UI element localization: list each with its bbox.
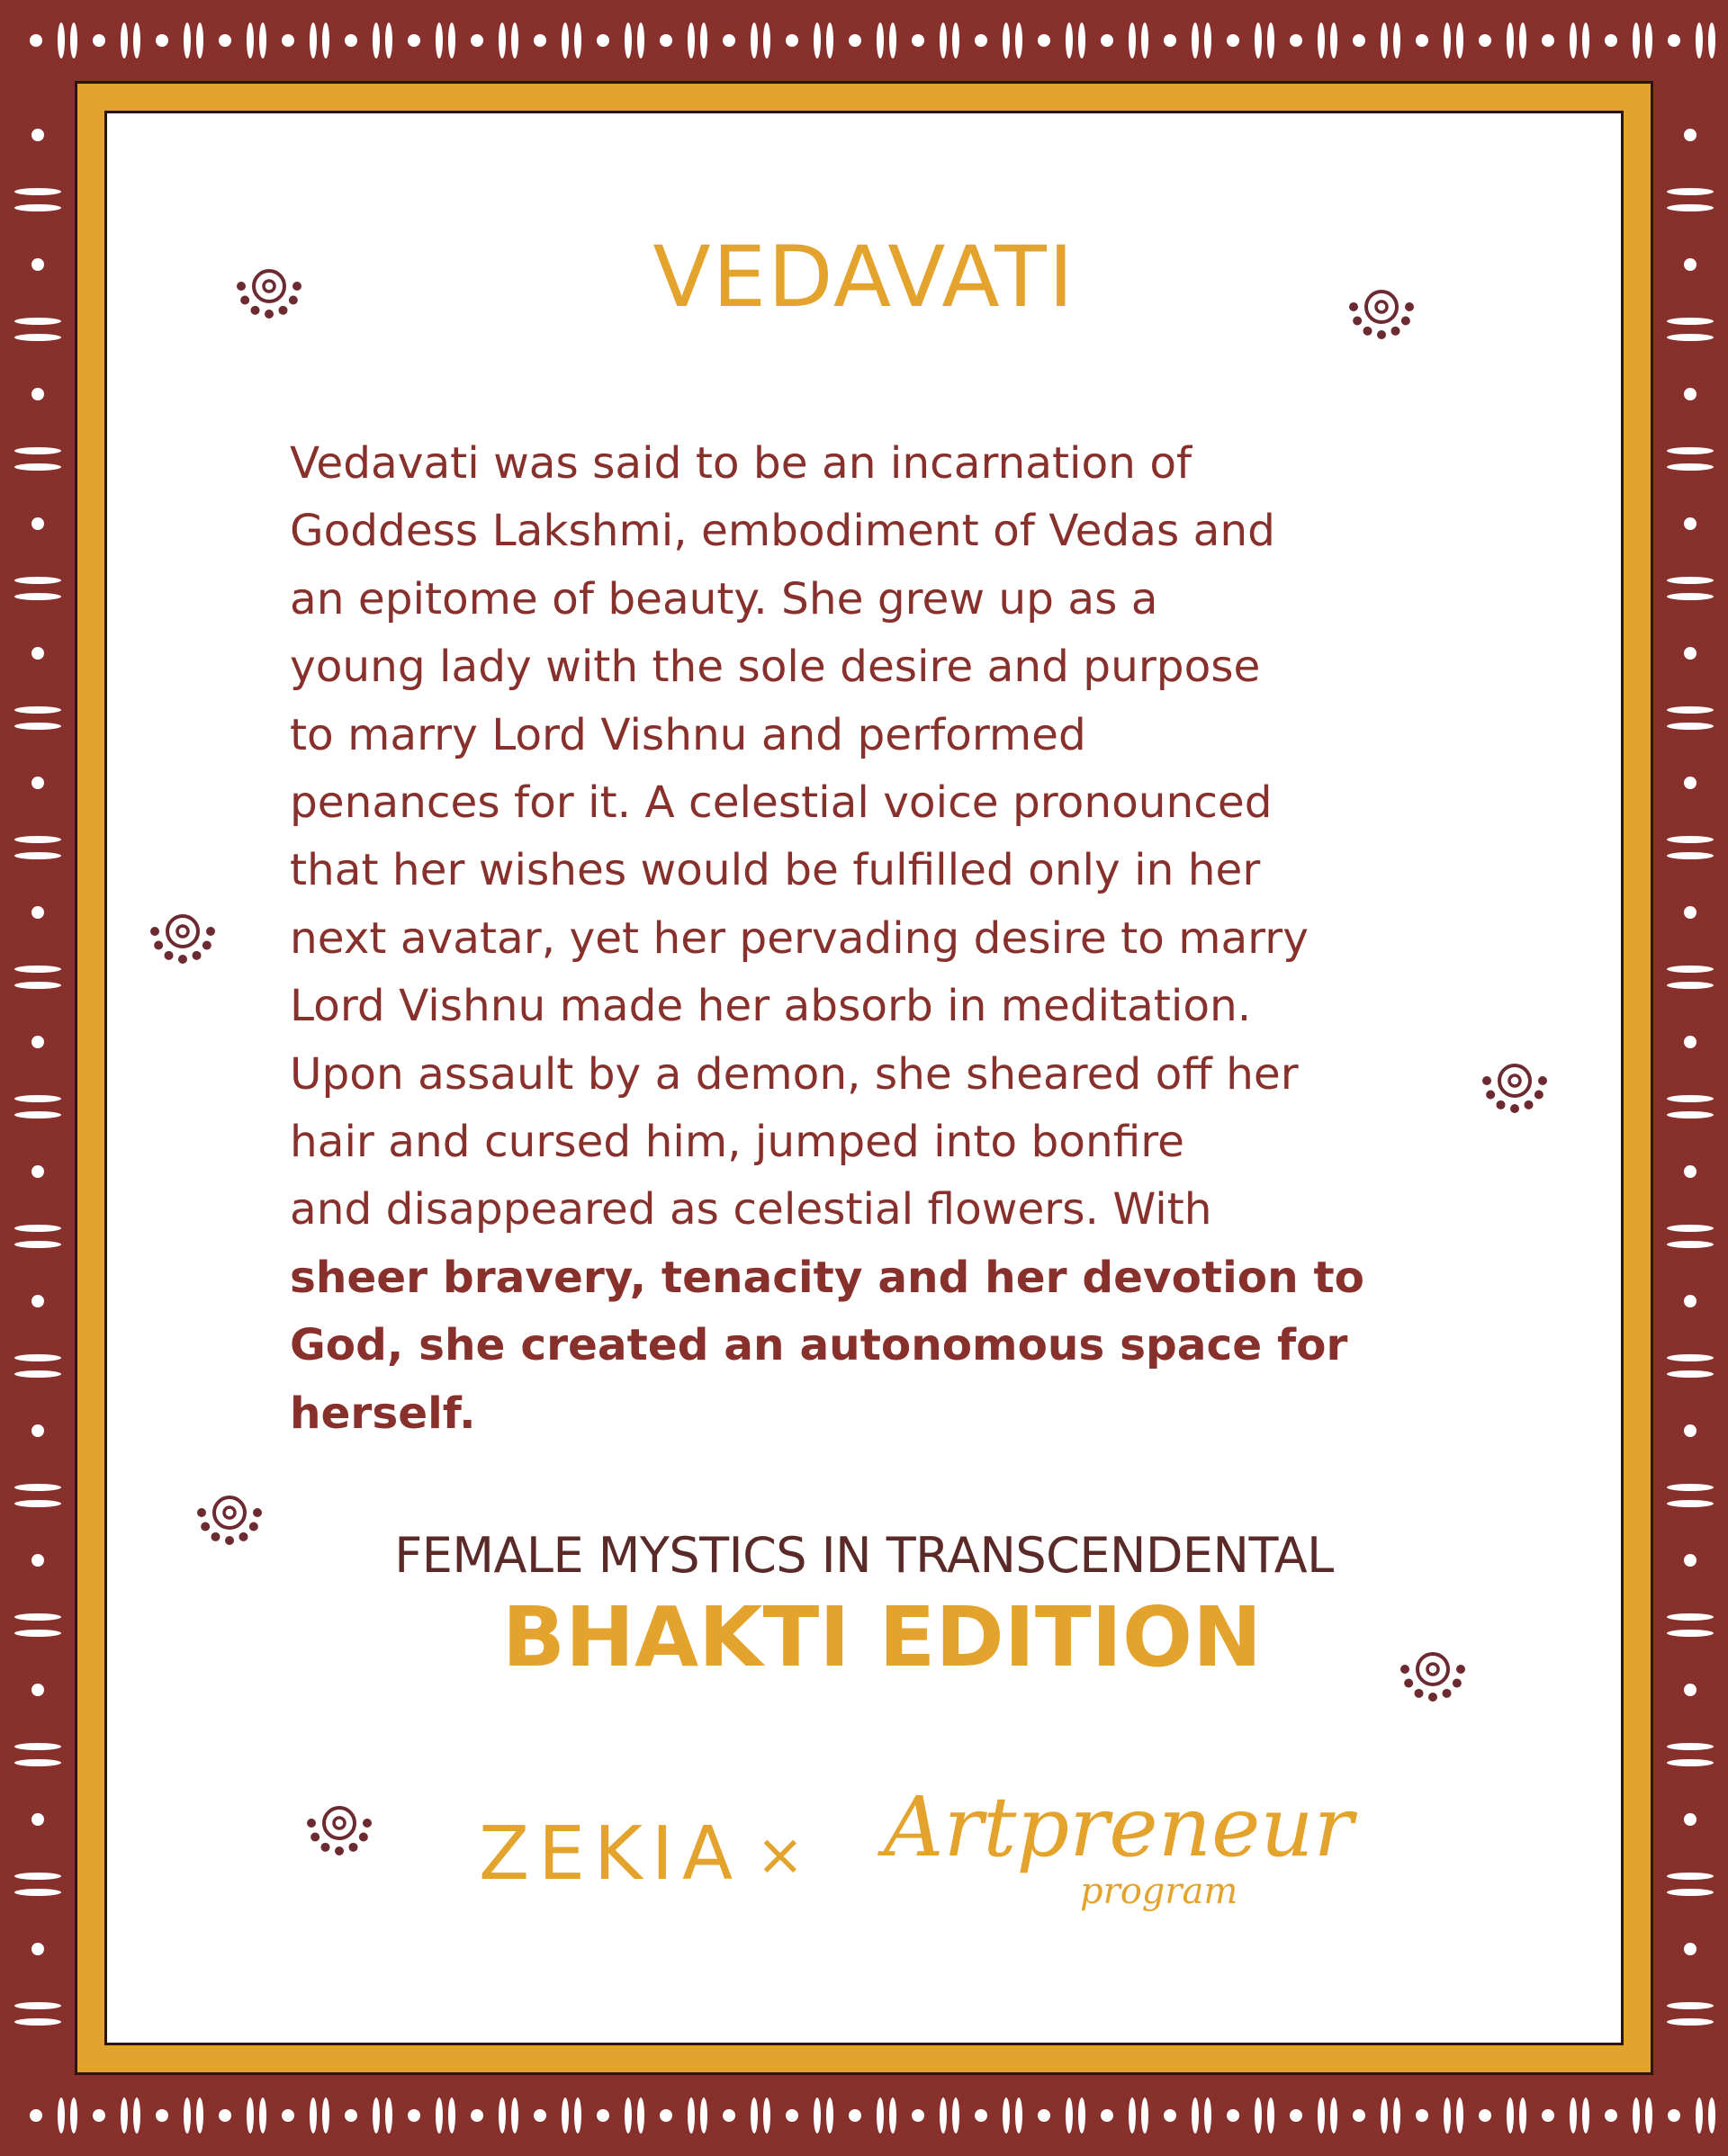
story-line: and disappeared as celestial flowers. With xyxy=(290,1184,1212,1235)
story-line: to marry Lord Vishnu and performed xyxy=(290,709,1086,760)
ornament-icon xyxy=(294,1789,384,1879)
ornament-icon xyxy=(138,897,228,987)
story-line: penances for it. A celestial voice pronounced xyxy=(290,777,1273,829)
story-line: that her wishes would be fulfilled only in her xyxy=(290,845,1261,896)
story-paragraph xyxy=(290,430,1460,1448)
story-line-bold: sheer bravery, tenacity and her devotion to xyxy=(290,1252,1365,1303)
story-line: young lady with the sole desire and purpose xyxy=(290,642,1261,693)
collab-times-icon: × xyxy=(756,1822,805,1889)
series-subtitle: FEMALE MYSTICS IN TRANSCENDENTAL xyxy=(394,1527,1334,1584)
story-line-bold: herself. xyxy=(290,1388,476,1439)
story-line: Goddess Lakshmi, embodiment of Vedas and xyxy=(290,506,1275,557)
story-line: next avatar, yet her pervading desire to marry xyxy=(290,912,1309,964)
story-line: hair and cursed him, jumped into bonfire xyxy=(290,1117,1184,1168)
story-line: Upon assault by a demon, she sheared off her xyxy=(290,1048,1299,1100)
story-line: Vedavati was said to be an incarnation of xyxy=(290,438,1192,489)
artpreneur-program-label: program xyxy=(1080,1871,1238,1912)
story-line: an epitome of beauty. She grew up as a xyxy=(290,573,1158,624)
artpreneur-logo: Artpreneur xyxy=(884,1779,1354,1875)
zekia-logo: ZEKIA xyxy=(479,1811,742,1897)
page-title: VEDAVATI xyxy=(652,229,1076,327)
edition-title: BHAKTI EDITION xyxy=(501,1589,1263,1685)
ornament-icon xyxy=(1470,1047,1560,1136)
story-line: Lord Vishnu made her absorb in meditation. xyxy=(290,981,1252,1032)
story-line-bold: God, she created an autonomous space for xyxy=(290,1320,1348,1371)
